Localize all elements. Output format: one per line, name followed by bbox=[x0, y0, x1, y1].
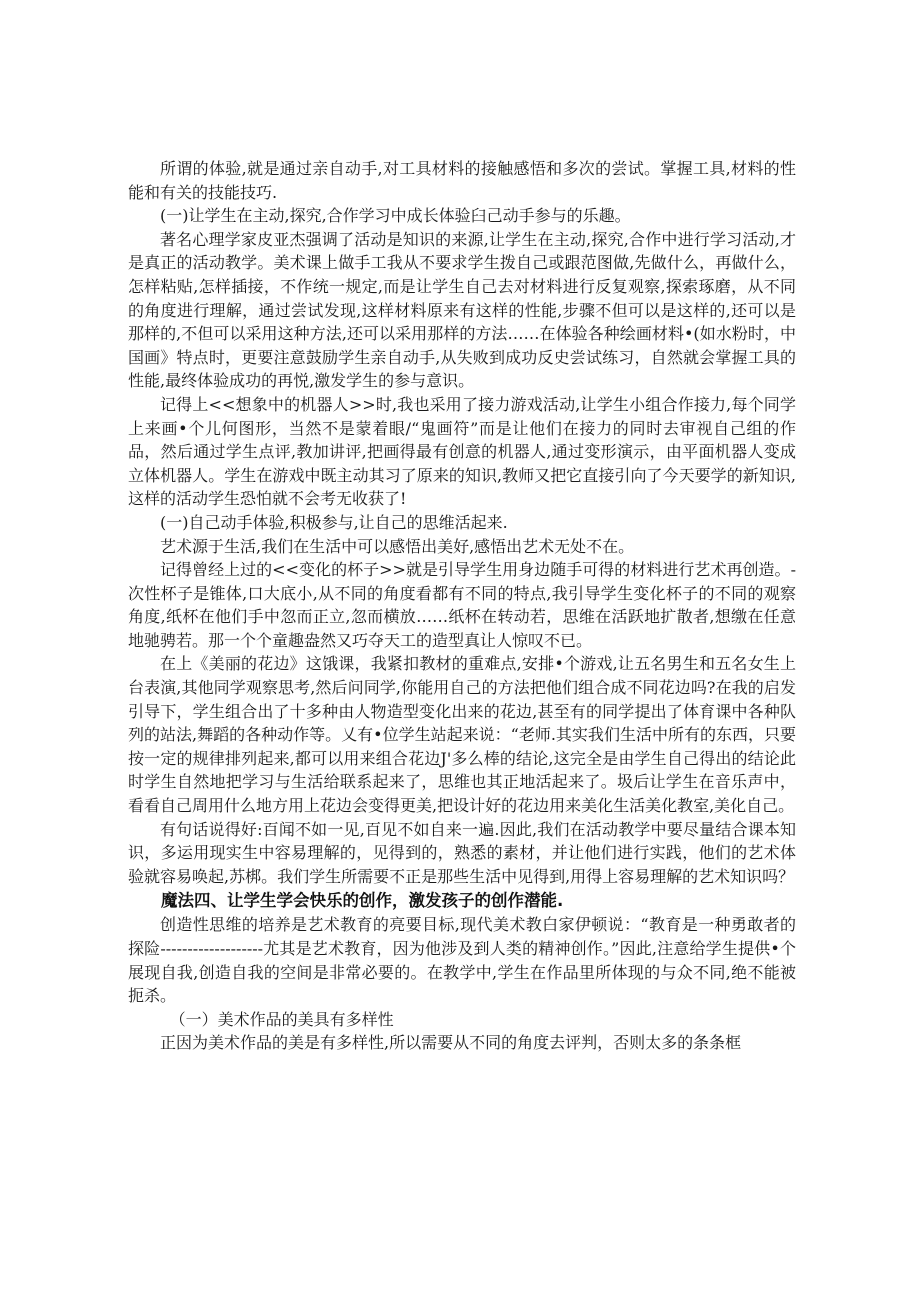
section-heading-cooperative-learning: (一)让学生在主动,探究,合作学习中成长体验臼己动手参与的乐趣。 bbox=[160, 206, 631, 226]
heading-magic-four: 魔法四、让学生学会快乐的创作，激发孩子的创作潜能. bbox=[161, 891, 564, 911]
section-heading-hands-on: (一)自己动手体验,积极参与,让自己的思维活起来. bbox=[160, 512, 508, 532]
paragraph-cup-lesson: 记得曾经上过的<<变化的杯子>>就是引导学生用身边随手可得的材料进行艺术再创造。-次性杯子是锥体,口大底小,从不同的角度看都有不同的特点,我引导学生变化杯子的不同的观察角度,纸杯在他们手中忽而正立,忽而横放……纸杯在转动若，思维在活跃地扩散者,想缴在任意地驰骋若。那一个个童趣盎然又巧夺天工的造型真让人惊叹不已。 bbox=[128, 560, 796, 650]
paragraph-art-from-life: 艺术源于生活,我们在生活中可以感悟出美好,感悟出艺术无处不在。 bbox=[160, 536, 635, 556]
paragraph-piaget: 著名心理学家皮亚杰强调了活动是知识的来源,让学生在主动,探究,合作中进行学习活动,才是真正的活动教学。美术课上做手工我从不要求学生拨自己或跟范图做,先做什么，再做什么，怎样粘贴,怎样插接，不作统一规定,而是让学生自己去对材料进行反复观察,探索琢磨，从不同的角度进行理解，通过尝试发现,这样材料原来有这样的性能,步骤不但可以是这样的,还可以是那样的,不但可以采用这种方法,还可以采用那样的方法……在体验各种绘画材料•(如水粉时，中国画》特点时，更要注意鼓励学生亲自动手,从失败到成功反史尝试练习，自然就会掌握工具的性能,最终体验成功的再悦,激发学生的参与意识。 bbox=[128, 229, 796, 391]
paragraph-seeing-is-believing: 有句话说得好:百闻不如一见,百见不如自来一遍.因此,我们在活动教学中要尽量结合课本知识，多运用现实生中容易理解的，见得到的，熟悉的素材，并让他们进行实践，他们的艺术体验就容易唤起,苏梆。我们学生所需要不正是那些生活中见得到,用得上容易理解的艺术知识吗？ bbox=[128, 819, 796, 886]
paragraph-robot-lesson: 记得上<<想象中的机器人>>时,我也采用了接力游戏活动,让学生小组合作接力,每个同学上来画•个儿何图形，当然不是蒙着眼/“鬼画符”而是让他们在接力的同时去审视自己组的作品，然后通过学生点评,教加讲评,把画得最有创意的机器人,通过变形演示，由平面机器人变成立体机器人。学生在游戏中既主动其习了原来的知识,教师又把它直接引向了今天要学的新知识,这样的活动学生恐怕就不会考无收获了! bbox=[128, 394, 796, 509]
section-heading-diversity: （一）美术作品的美具有多样性 bbox=[169, 1009, 394, 1029]
paragraph-experience-definition: 所谓的体验,就是通过亲自动手,对工具材料的接触感悟和多次的尝试。掌握工具,材料的性能和有关的技能技巧. bbox=[128, 159, 796, 202]
paragraph-evaluation: 正因为美术作品的美是有多样性,所以需要从不同的角度去评判，否则太多的条条框 bbox=[160, 1033, 742, 1053]
document-body bbox=[128, 157, 796, 1055]
paragraph-lace-lesson: 在上《美丽的花边》这饿课，我紧扣教材的重难点,安排•个游戏,让五名男生和五名女生上台表演,其他同学观察思考,然后问同学,你能用自己的方法把他们组合成不同花边吗?在我的启发引导下，学生组合出了十多种由人物造型变化出来的花边,甚至有的同学提出了体育课中各种队列的站法,舞蹈的各种动作等。乂有•位学生站起来说：“老师.其实我们生活中所有的东西，只要按一定的规律排列起来,都可以用来组合花边J'多么棒的结论,这完全是由学生自己得出的结论此时学生自然地把学习与生活给联系起来了，思维也其正地活起来了。圾后让学生在音乐声中，看看自己周用什么地方用上花边会变得更美,把设计好的花边用来美化生活美化教室,美化自己。 bbox=[128, 654, 796, 816]
paragraph-creative-thinking: 创造性思维的培养是艺术教育的亮要目标,现代美术教白家伊顿说：“教育是一种勇敢者的探险-------------------尤其是艺术教育，因为他涉及到人类的精神创作。”因此,注意给学生提供•个展现自我,创造自我的空间是非常必要的。在教学中,学生在作品里所体现的与众不同,绝不能被扼杀。 bbox=[128, 915, 796, 1006]
